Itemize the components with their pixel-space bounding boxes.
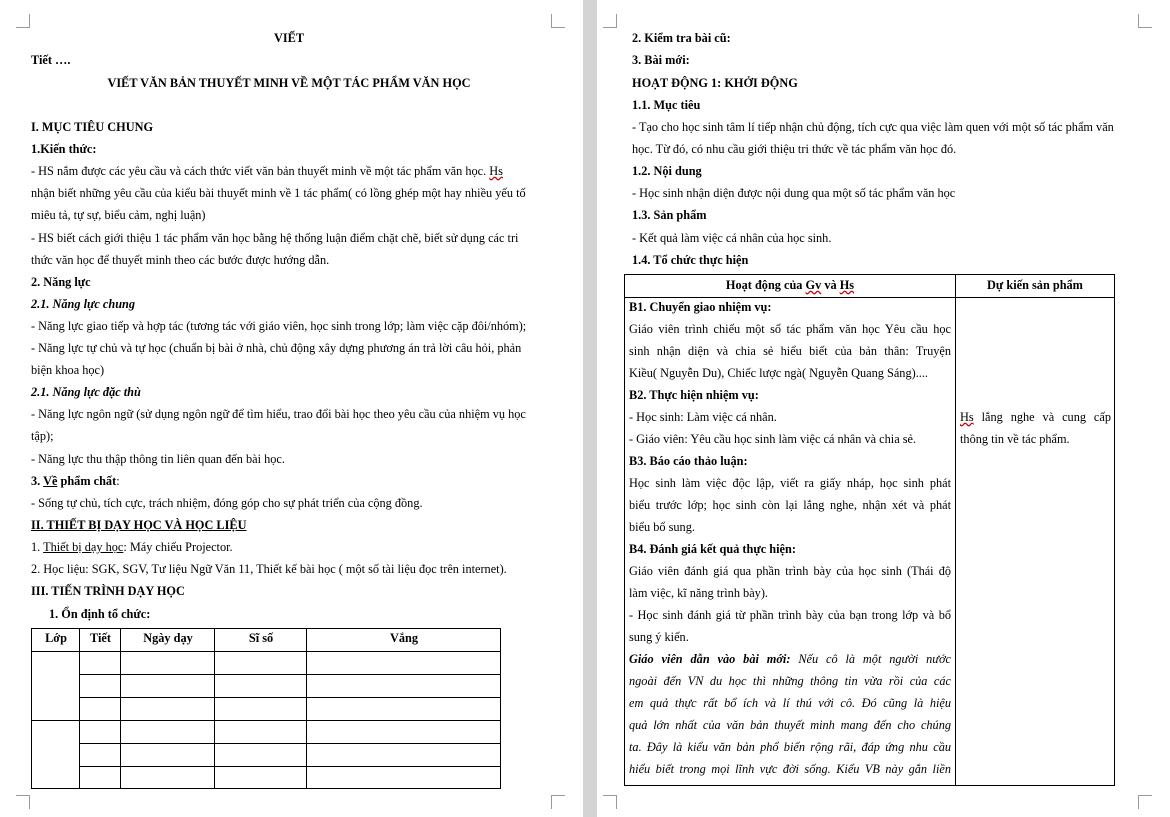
- margin-corner-mark: [1138, 795, 1152, 809]
- cell-line: Học sinh làm việc độc lập, viết ra giấy nháp, học sinh phát: [629, 476, 951, 490]
- activity-table: [624, 274, 1115, 786]
- subsection-heading: 2. Năng lực: [31, 275, 91, 289]
- text-run: 1.: [31, 540, 44, 554]
- step-heading: B2. Thực hiện nhiệm vụ:: [629, 388, 759, 402]
- paragraph-line: biện khoa học): [31, 363, 105, 377]
- table-header-cell: Sĩ số: [248, 631, 274, 645]
- cell-line: - Giáo viên: Yêu cầu học sinh làm việc cá nhân và chia sẻ.: [629, 432, 917, 446]
- product-cell-line: [960, 410, 1111, 425]
- paragraph-line: - Tạo cho học sinh tâm lí tiếp nhận chủ động, tích cực qua việc làm quen với một số tác phẩm văn: [632, 120, 1114, 134]
- document-page-left: [0, 0, 583, 817]
- subsection-heading: 1.1. Mục tiêu: [632, 98, 701, 112]
- text-run: phẩm chất: [57, 474, 117, 488]
- paragraph-line: - Kết quả làm việc cá nhân của học sinh.: [632, 231, 832, 245]
- paragraph-line: miêu tả, tự sự, biểu cảm, nghị luận): [31, 208, 206, 222]
- attendance-table: [31, 628, 501, 789]
- paragraph-line: thức văn học để thuyết minh theo các bước được hướng dẫn.: [31, 253, 330, 267]
- margin-corner-mark: [603, 795, 617, 809]
- text-run: Thiết bị dạy học: [43, 540, 124, 554]
- margin-corner-mark: [603, 14, 617, 28]
- margin-corner-mark: [16, 795, 30, 809]
- table-rule: [120, 629, 121, 788]
- cell-line: biểu bổ sung.: [629, 520, 695, 534]
- cell-line: Kiều( Nguyễn Du), Chiếc lược ngà( Nguyễn Quang Sáng)....: [629, 366, 928, 380]
- table-header-cell: Dự kiến sản phẩm: [987, 278, 1083, 292]
- margin-corner-mark: [551, 795, 565, 809]
- subsection-heading: 1.3. Sản phẩm: [632, 208, 707, 222]
- text-run: và: [821, 278, 840, 292]
- product-cell-line: thông tin về tác phẩm.: [960, 432, 1070, 446]
- text-run: Hs: [960, 410, 974, 424]
- cell-line: [629, 652, 951, 667]
- section-heading: 3. Bài mới:: [632, 53, 690, 67]
- table-rule: [80, 743, 500, 744]
- text-run: Về: [43, 474, 58, 488]
- subsection-heading: 1.Kiến thức:: [31, 142, 97, 156]
- margin-corner-mark: [16, 14, 30, 28]
- text-run: Giáo viên dẫn vào bài mới:: [629, 652, 791, 666]
- table-rule: [955, 275, 956, 785]
- document-page-right: [597, 0, 1170, 817]
- paragraph-line: - Học sinh nhận diện được nội dung qua một số tác phẩm văn học: [632, 186, 956, 200]
- text-run: Hs: [489, 164, 503, 178]
- section-heading: 2. Kiểm tra bài cũ:: [632, 31, 731, 45]
- cell-line: em quả thực rất bổ ích và lí thú với cô. Đó cũng là hiệu: [629, 696, 951, 710]
- margin-corner-mark: [1138, 14, 1152, 28]
- paragraph-line: nhận biết những yêu cầu của kiểu bài thuyết minh về 1 tác phẩm( có lồng ghép một hay nhiều yếu tố: [31, 186, 526, 200]
- text-run: - HS nắm được các yêu cầu và cách thức viết văn bản thuyết minh về một tác phẩm văn học.: [31, 164, 490, 178]
- section-heading: III. TIẾN TRÌNH DẠY HỌC: [31, 584, 185, 598]
- subsection-heading: 1.2. Nội dung: [632, 164, 702, 178]
- subsection-heading: 2.1. Năng lực đặc thù: [31, 385, 141, 399]
- margin-corner-mark: [551, 14, 565, 28]
- table-rule: [79, 629, 80, 788]
- cell-line: Giáo viên trình chiếu một số tác phẩm văn học Yêu cầu học: [629, 322, 951, 336]
- section-heading: II. THIẾT BỊ DẠY HỌC VÀ HỌC LIỆU: [31, 518, 247, 532]
- section-heading: I. MỤC TIÊU CHUNG: [31, 120, 154, 134]
- table-rule: [214, 629, 215, 788]
- section-heading: HOẠT ĐỘNG 1: KHỞI ĐỘNG: [632, 76, 798, 90]
- text-run: Hoạt động của: [725, 278, 806, 292]
- cell-line: Giáo viên đánh giá qua phần trình bày của học sinh (Thái độ: [629, 564, 951, 578]
- paragraph-line: - Năng lực tự chủ và tự học (chuẩn bị bài ở nhà, chủ động xây dựng phương án trả lời câu hỏi, phản: [31, 341, 522, 355]
- paragraph-line: 2. Học liệu: SGK, SGV, Tư liệu Ngữ Văn 11, Thiết kế bài học ( một số tài liệu đọc trên internet).: [31, 562, 507, 576]
- cell-line: sinh nhận diện và chia sẻ hiểu biết của bản thân: Truyện: [629, 344, 951, 358]
- cell-line: hiểu biết trong mọi lĩnh vực đời sống. Kiểu VB này gắn liền: [629, 762, 951, 776]
- step-heading: B3. Báo cáo thảo luận:: [629, 454, 748, 468]
- table-rule: [80, 697, 500, 698]
- table-header-cell: Lớp: [45, 631, 67, 645]
- text-run: Hs: [839, 278, 855, 292]
- text-run: Nếu cô là một người nước: [790, 652, 951, 666]
- paragraph-line: tập);: [31, 429, 54, 443]
- cell-line: biểu trước lớp; học sinh còn lại lắng nghe, nhận xét và phát: [629, 498, 951, 512]
- paragraph-line: - Sống tự chủ, tích cực, trách nhiệm, đóng góp cho sự phát triển của cộng đồng.: [31, 496, 423, 510]
- cell-line: quả lớn nhất của văn bản thuyết minh mang đến cho chúng: [629, 718, 951, 732]
- text-run: Gv: [805, 278, 822, 292]
- paragraph-line: - Năng lực giao tiếp và hợp tác (tương tác với giáo viên, học sinh trong lớp; làm việc cặp đôi/nhóm);: [31, 319, 527, 333]
- subsection-heading: 2.1. Năng lực chung: [31, 297, 136, 311]
- table-header-cell: Tiết: [90, 631, 111, 645]
- table-header-cell: Vắng: [389, 631, 419, 645]
- text-run: lắng nghe và cung cấp: [973, 410, 1111, 424]
- cell-line: ta. Đây là kiểu văn bản phổ biến rộng rãi, đáp ứng nhu cầu: [629, 740, 951, 754]
- text-run: : Máy chiếu Projector.: [123, 540, 233, 554]
- doc-title: VIẾT: [273, 31, 305, 45]
- paragraph-line: - Năng lực ngôn ngữ (sử dụng ngôn ngữ để tìm hiểu, trao đổi bài học theo yêu cầu của nhiệm vụ học: [31, 407, 526, 421]
- paragraph-line: [31, 540, 233, 555]
- cell-line: sung ý kiến.: [629, 630, 689, 644]
- step-heading: B4. Đánh giá kết quả thực hiện:: [629, 542, 796, 556]
- cell-line: - Học sinh: Làm việc cá nhân.: [629, 410, 777, 424]
- table-rule: [306, 629, 307, 788]
- table-rule: [32, 720, 500, 721]
- paragraph-line: học. Từ đó, có nhu cầu giới thiệu tri thức về tác phẩm văn học đó.: [632, 142, 957, 156]
- paragraph-line: - Năng lực thu thập thông tin liên quan đến bài học.: [31, 452, 285, 466]
- lesson-title: VIẾT VĂN BẢN THUYẾT MINH VỀ MỘT TÁC PHẨM VĂN HỌC: [107, 76, 471, 90]
- table-header-cell: [625, 278, 955, 293]
- paragraph-line: [31, 164, 503, 179]
- text-run: 3.: [31, 474, 44, 488]
- cell-line: - Học sinh đánh giá từ phần trình bày của bạn trong lớp và bổ: [629, 608, 951, 622]
- paragraph-line: - HS biết cách giới thiệu 1 tác phẩm văn học bằng hệ thống luận điểm chặt chẽ, biết sử dụng các tri: [31, 231, 519, 245]
- subsection-heading: 1.4. Tổ chức thực hiện: [632, 253, 749, 267]
- text-run: :: [116, 474, 120, 488]
- subsection-heading: [31, 474, 120, 489]
- cell-line: làm việc, kĩ năng trình bày).: [629, 586, 768, 600]
- cell-line: ngoài đến VN du học thì những thông tin vừa rồi của các: [629, 674, 951, 688]
- table-rule: [80, 674, 500, 675]
- step-heading: B1. Chuyển giao nhiệm vụ:: [629, 300, 772, 314]
- period-label: Tiết ….: [31, 53, 71, 67]
- table-rule: [80, 766, 500, 767]
- table-header-cell: Ngày dạy: [143, 631, 193, 645]
- subsection-heading: 1. Ổn định tổ chức:: [49, 607, 151, 621]
- table-rule: [625, 297, 1114, 298]
